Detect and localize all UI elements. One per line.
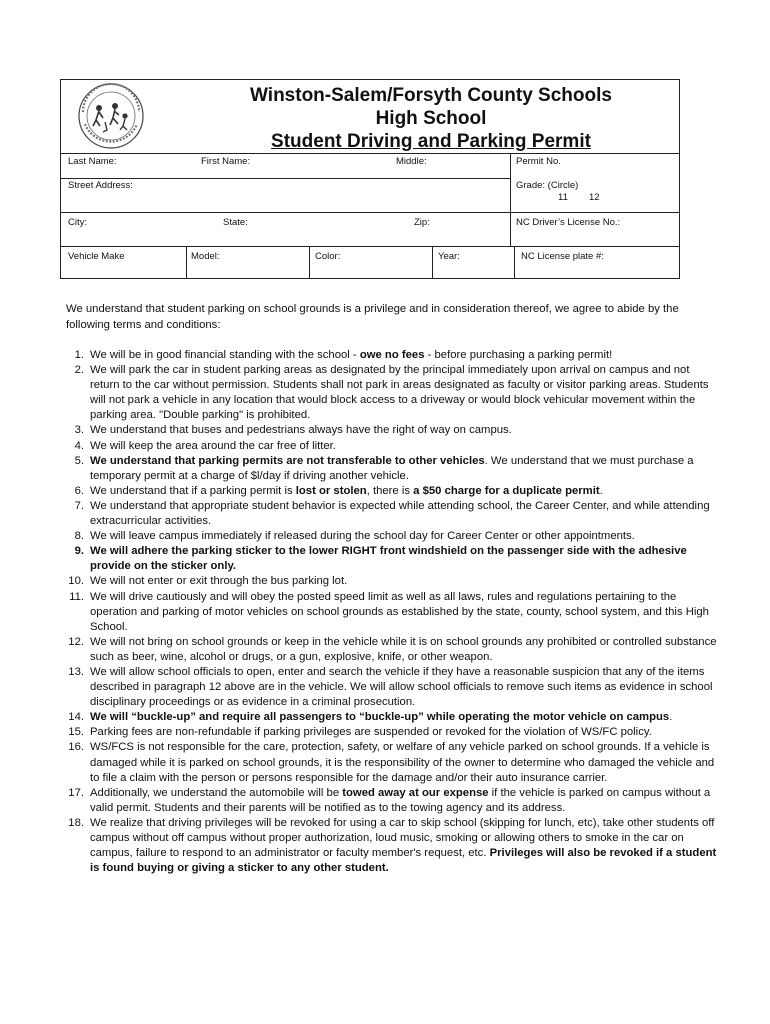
last-name-field[interactable]: Last Name: bbox=[68, 156, 117, 167]
nc-drivers-license-field[interactable]: NC Driver’s License No.: bbox=[516, 217, 621, 228]
term-number: 18. bbox=[68, 816, 84, 829]
term-text-bold: We will adhere the parking sticker to the lower RIGHT front windshield on the passenger side with the adhesive provide on the sticker only. bbox=[90, 545, 687, 573]
term-text bbox=[90, 635, 718, 665]
term-text-part: We will be in good financial standing with the school - bbox=[90, 349, 360, 361]
term-text-bold: towed away at our expense bbox=[342, 786, 489, 799]
term-text-part: . bbox=[669, 711, 673, 724]
term-text bbox=[90, 499, 718, 529]
term-text-part: Parking fees are non-refundable if parking privileges are suspended or revoked for the violation of WS/FC policy. bbox=[90, 726, 652, 739]
form-divider bbox=[61, 212, 679, 213]
term-text bbox=[90, 439, 718, 454]
form-divider bbox=[186, 246, 187, 279]
term-text-part: We will not bring on school grounds or keep in the vehicle while it is on school grounds any prohibited or controlled substance such as beer, wine, alcohol or drugs, or a gun, explosive, knife, or other weapon. bbox=[90, 635, 717, 663]
term-number: 8. bbox=[74, 530, 84, 543]
term-text-part: - before purchasing a parking permit! bbox=[424, 349, 613, 361]
term-text bbox=[90, 590, 718, 635]
term-number: 12. bbox=[68, 635, 84, 648]
title-school: High School bbox=[375, 108, 487, 129]
term-text-part: We will drive cautiously and will obey the posted speed limit as well as all laws, rules and regulations pertaining to the operation and parking of motor vehicles on school grounds as established by the state, county, school system, and this High School. bbox=[90, 590, 709, 633]
term-text-part: We understand that if a parking permit is bbox=[90, 484, 296, 497]
state-field[interactable]: State: bbox=[223, 217, 248, 228]
term-item bbox=[66, 499, 718, 529]
intro-paragraph: We understand that student parking on school grounds is a privilege and in consideration thereof, we agree to abide by the following terms and conditions: bbox=[66, 303, 679, 331]
permit-form-grid bbox=[60, 153, 680, 279]
grade-options[interactable]: 11 12 bbox=[558, 192, 600, 203]
term-item bbox=[66, 484, 718, 499]
term-item bbox=[66, 439, 718, 454]
term-text bbox=[90, 725, 718, 740]
term-item bbox=[66, 816, 718, 876]
nc-license-plate-field[interactable]: NC License plate #: bbox=[521, 251, 604, 262]
term-number: 6. bbox=[74, 484, 84, 497]
term-number: 17. bbox=[68, 786, 84, 799]
zip-field[interactable]: Zip: bbox=[414, 217, 430, 228]
term-number: 11. bbox=[69, 590, 84, 603]
form-divider bbox=[309, 246, 310, 279]
term-number: 9. bbox=[74, 545, 84, 558]
vehicle-make-field[interactable]: Vehicle Make bbox=[68, 251, 125, 262]
term-text-part: Additionally, we understand the automobile will be bbox=[90, 786, 343, 799]
term-text-part: We understand that appropriate student behavior is expected while attending school, the Career Center, and while attending extracurricular activities. bbox=[90, 499, 710, 528]
term-text-bold: We will “buckle-up” and require all passengers to “buckle-up” while operating the motor vehicle on campus bbox=[90, 711, 670, 724]
city-field[interactable]: City: bbox=[68, 217, 87, 228]
term-text bbox=[90, 665, 718, 710]
form-divider bbox=[432, 246, 433, 279]
model-field[interactable]: Model: bbox=[191, 251, 220, 262]
form-divider bbox=[514, 246, 515, 279]
term-text-bold: a $50 charge for a duplicate permit bbox=[413, 484, 600, 497]
term-item bbox=[66, 786, 718, 816]
term-text bbox=[90, 740, 718, 785]
term-number: 13. bbox=[68, 665, 84, 678]
color-field[interactable]: Color: bbox=[315, 251, 341, 262]
term-item bbox=[66, 725, 718, 740]
first-name-field[interactable]: First Name: bbox=[201, 156, 251, 167]
term-item bbox=[66, 635, 718, 665]
term-item bbox=[66, 529, 718, 544]
term-text-bold: lost or stolen bbox=[295, 484, 367, 497]
term-item bbox=[66, 710, 718, 725]
grade-circle-label: Grade: (Circle) bbox=[516, 180, 579, 191]
header-titles bbox=[181, 84, 681, 153]
term-text-part: WS/FCS is not responsible for the care, protection, safety, or welfare of any vehicle parked on school grounds. If a vehicle is damaged while it is parked on school grounds, it is the responsibility of the owner to determine who damaged the vehicle and to file a claim with the person or persons responsible for the damage and/or their auto insurance carrier. bbox=[90, 741, 715, 784]
term-text bbox=[90, 454, 718, 484]
term-item bbox=[66, 665, 718, 710]
term-item bbox=[66, 454, 718, 484]
terms-list bbox=[66, 348, 718, 876]
permit-number-field[interactable]: Permit No. bbox=[516, 156, 561, 167]
term-text-part: if the vehicle is parked on campus without a valid permit. Students and their parents will be notified as to the towing agency and its address. bbox=[90, 786, 711, 814]
term-text bbox=[90, 544, 718, 574]
school-seal-logo bbox=[63, 82, 159, 150]
term-number: 15. bbox=[68, 726, 84, 739]
term-number: 7. bbox=[74, 499, 84, 512]
term-number: 14. bbox=[68, 711, 84, 724]
header-box bbox=[60, 79, 680, 154]
term-item bbox=[66, 348, 718, 363]
term-text-bold: Privileges will also be revoked if a student is found buying or giving a sticker to any other student. bbox=[90, 847, 717, 875]
term-text bbox=[90, 529, 718, 544]
term-text bbox=[90, 348, 718, 363]
form-divider bbox=[510, 154, 511, 246]
term-item bbox=[66, 363, 718, 423]
term-text-bold: owe no fees bbox=[359, 349, 425, 361]
street-address-field[interactable]: Street Address: bbox=[68, 180, 133, 191]
term-text-part: . bbox=[599, 484, 603, 497]
term-text-part: We will not enter or exit through the bus parking lot. bbox=[90, 575, 348, 588]
term-item bbox=[66, 544, 718, 574]
term-text-part: We will allow school officials to open, enter and search the vehicle if they have a reasonable suspicion that any of the items described in paragraph 12 above are in the vehicle. We will allow school officials to remove such items as evidence in school disciplinary proceedings or as evidence in a criminal prosecution. bbox=[90, 665, 713, 709]
term-text bbox=[90, 786, 718, 816]
term-number: 1. bbox=[74, 349, 84, 361]
term-text-bold: We understand that parking permits are not transferable to other vehicles bbox=[90, 454, 485, 467]
title-permit: Student Driving and Parking Permit bbox=[271, 131, 591, 152]
term-number: 2. bbox=[74, 364, 84, 377]
term-text-part: We will park the car in student parking areas as designated by the principal immediately upon arrival on campus and not return to the car without permission. Students shall not park in areas designated as faculty or visitor parking areas. Students will not park a vehicle in any location that would block access to a driveway or would block vehicular movement within the parking area. "Double parking" is prohibited. bbox=[90, 364, 709, 422]
term-text-part: We will leave campus immediately if released during the school day for Career Center or other appointments. bbox=[90, 530, 635, 543]
middle-name-field[interactable]: Middle: bbox=[396, 156, 427, 167]
term-item bbox=[66, 740, 718, 785]
term-text bbox=[90, 816, 718, 876]
year-field[interactable]: Year: bbox=[438, 251, 460, 262]
term-text-part: We will keep the area around the car free of litter. bbox=[90, 439, 336, 452]
term-text bbox=[90, 363, 718, 423]
term-text bbox=[90, 423, 718, 438]
term-number: 16. bbox=[68, 741, 84, 754]
term-text-part: We realize that driving privileges will be revoked for using a car to skip school (skipping for lunch, etc), take other students off campus without off campus without proper authorization, loud music, smoking or allowing others to smoke in the car on campus, failure to respond to an administrator or faculty member's request, etc. bbox=[90, 816, 715, 860]
term-number: 3. bbox=[74, 424, 84, 437]
term-text bbox=[90, 710, 718, 725]
term-item bbox=[66, 423, 718, 438]
term-text bbox=[90, 574, 718, 589]
term-number: 4. bbox=[74, 439, 84, 452]
form-divider bbox=[61, 178, 510, 179]
term-text-part: We understand that buses and pedestrians always have the right of way on campus. bbox=[90, 424, 512, 437]
term-number: 10. bbox=[68, 575, 84, 588]
term-text-part: . We understand that we must purchase a temporary permit at a charge of $l/day if driving another vehicle. bbox=[90, 454, 694, 482]
term-text bbox=[90, 484, 718, 499]
title-district: Winston-Salem/Forsyth County Schools bbox=[250, 85, 612, 106]
term-item bbox=[66, 590, 718, 635]
term-number: 5. bbox=[74, 454, 84, 467]
form-divider bbox=[61, 246, 679, 247]
term-item bbox=[66, 574, 718, 589]
term-text-part: , there is bbox=[366, 484, 414, 497]
